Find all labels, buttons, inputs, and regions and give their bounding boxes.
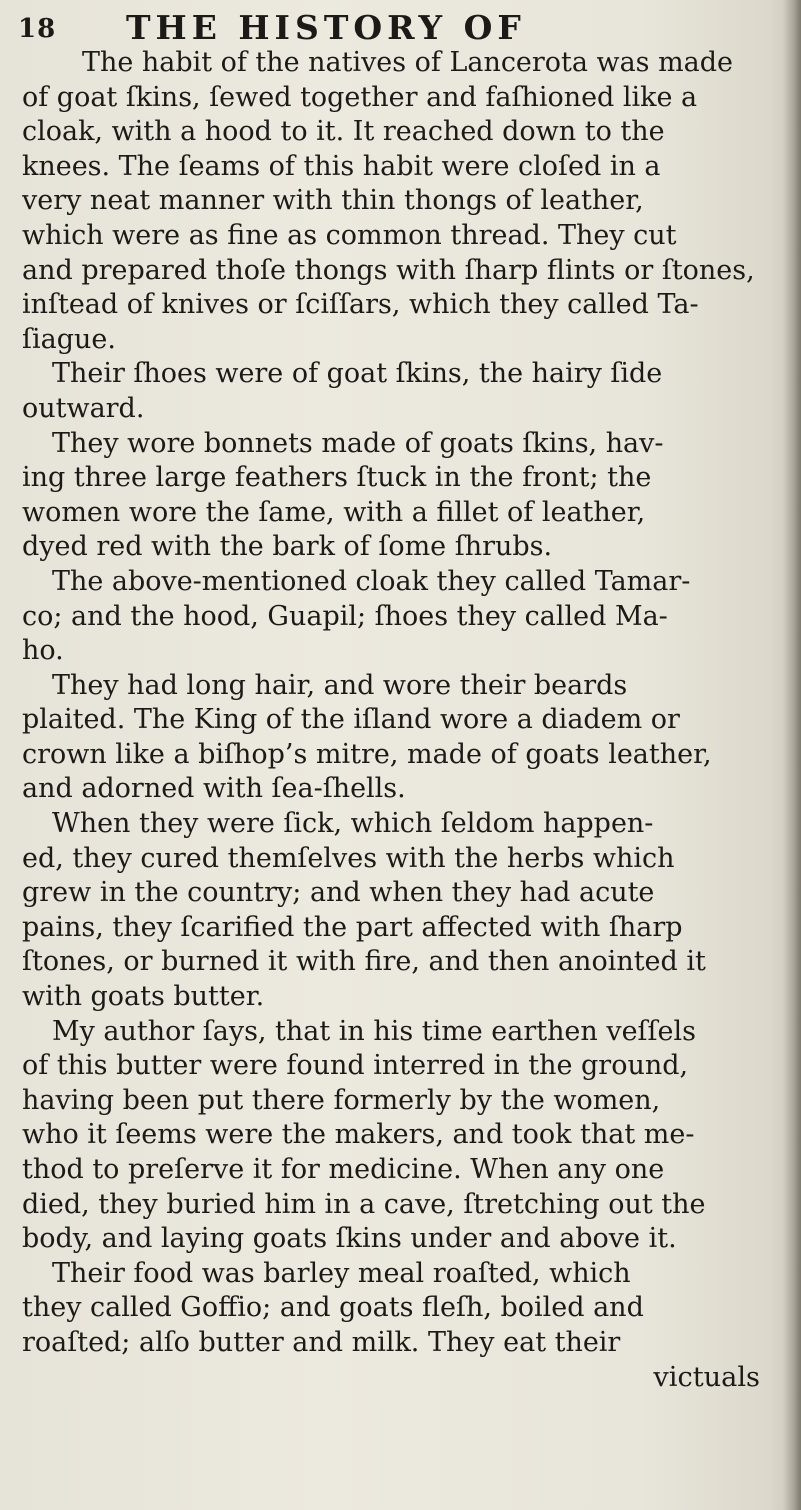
text-line: My author ſays, that in his time earthen veſſels <box>52 1015 696 1047</box>
catchword: victuals <box>653 1361 760 1393</box>
text-line: thod to preſerve it for medicine. When any one <box>22 1154 665 1185</box>
text-line: having been put there formerly by the women, <box>22 1084 661 1116</box>
text-line: outward. <box>22 392 145 424</box>
text-line: The above-mentioned cloak they called Tamar- <box>52 565 691 597</box>
text-line: ſiague. <box>22 323 116 355</box>
page-number: 18 <box>18 14 57 44</box>
text-line: and adorned with ſea-ſhells. <box>22 773 406 805</box>
text-line: roaſted; alſo butter and milk. They eat their <box>22 1326 621 1358</box>
text-line: When they were ſick, which ſeldom happen- <box>52 808 654 840</box>
text-line: and prepared thoſe thongs with ſharp flints or ſtones, <box>22 254 755 286</box>
text-line: died, they buried him in a cave, ſtretching out the <box>22 1188 706 1220</box>
text-line: ed, they cured themſelves with the herbs which <box>22 842 675 874</box>
text-line: cloak, with a hood to it. It reached down to the <box>22 116 665 148</box>
text-line: dyed red with the bark of ſome ſhrubs. <box>22 531 553 563</box>
text-line: who it ſeems were the makers, and took that me- <box>22 1119 695 1151</box>
text-line: with goats butter. <box>22 981 265 1013</box>
running-head: THE HISTORY OF <box>126 8 526 47</box>
text-line: co; and the hood, Guapil; ſhoes they called Ma- <box>22 600 668 632</box>
text-line: Their food was barley meal roaſted, which <box>52 1257 631 1289</box>
text-line: plaited. The King of the iſland wore a diadem or <box>22 704 680 736</box>
text-line: Their ſhoes were of goat ſkins, the hairy ſide <box>52 358 663 390</box>
text-line: They wore bonnets made of goats ſkins, hav- <box>52 427 664 459</box>
text-line: which were as fine as common thread. They cut <box>22 219 677 251</box>
text-line: grew in the country; and when they had acute <box>22 877 655 909</box>
text-line: The habit of the natives of Lancerota was made <box>82 47 733 78</box>
text-line: ſtones, or burned it with fire, and then anointed it <box>22 946 706 978</box>
text-line: of this butter were found interred in the ground, <box>22 1050 689 1082</box>
body-text <box>22 46 790 1395</box>
text-line: pains, they ſcarified the part affected with ſharp <box>22 911 683 943</box>
text-line: women wore the ſame, with a fillet of leather, <box>22 496 646 528</box>
text-line: inſtead of knives or ſciſſars, which they called Ta- <box>22 289 699 321</box>
text-line: crown like a biſhop’s mitre, made of goats leather, <box>22 738 712 770</box>
text-line: body, and laying goats ſkins under and above it. <box>22 1223 677 1255</box>
text-line: ing three large feathers ſtuck in the front; the <box>22 462 652 494</box>
text-line: of goat ſkins, ſewed together and faſhioned like a <box>22 81 698 113</box>
text-line: ho. <box>22 635 64 667</box>
text-line: They had long hair, and wore their beards <box>52 669 628 701</box>
text-line: knees. The ſeams of this habit were cloſed in a <box>22 150 661 182</box>
text-line: very neat manner with thin thongs of leather, <box>22 185 644 217</box>
text-line: they called Goffio; and goats fleſh, boiled and <box>22 1292 644 1324</box>
